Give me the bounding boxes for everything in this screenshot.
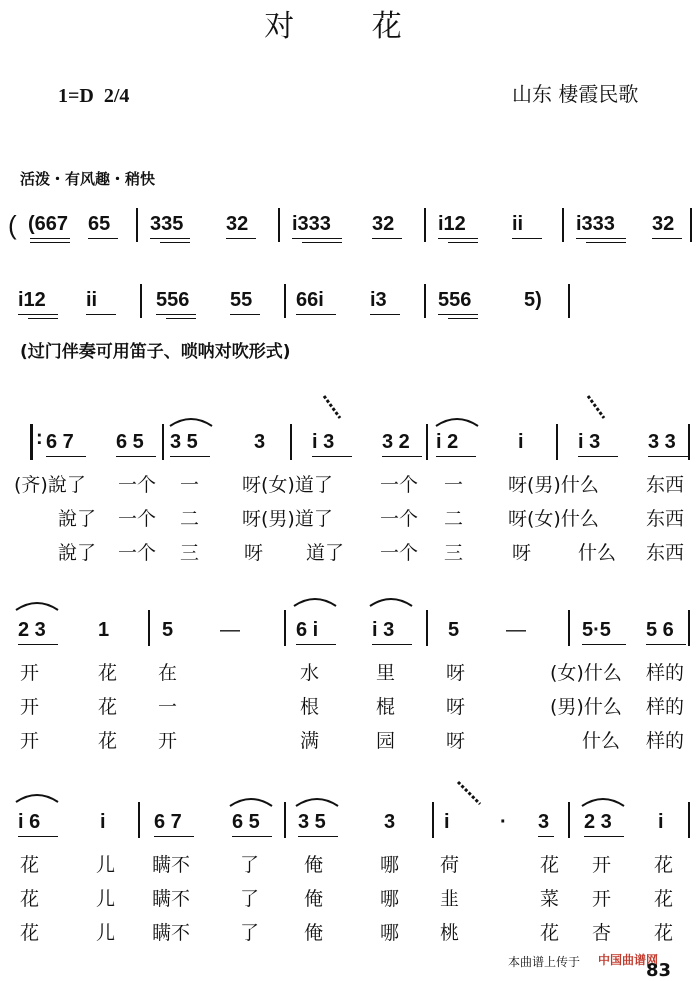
slur-mark	[14, 598, 60, 612]
bar-line	[136, 208, 138, 242]
measure-note: 3 3	[648, 431, 676, 453]
lyric: 說了	[58, 508, 97, 530]
lyric: 在	[158, 662, 178, 684]
lyric: 花	[20, 922, 40, 944]
measure-note: i	[100, 811, 106, 833]
beam-line	[448, 318, 478, 319]
lyric: 呀(男)道了	[242, 508, 333, 530]
measure-note: 5	[162, 619, 174, 641]
beam-line	[30, 242, 70, 243]
glissando-mark	[586, 394, 606, 420]
lyric: 里	[376, 662, 396, 684]
beam-line	[226, 238, 256, 239]
lyric: 一	[444, 474, 464, 496]
measure-note: 6 5	[116, 431, 144, 453]
lyric: 一个	[118, 508, 157, 530]
measure-note: (667	[28, 213, 69, 235]
measure-note: 5	[448, 619, 460, 641]
lyric: 水	[300, 662, 320, 684]
lyric: 杏	[592, 922, 612, 944]
lyric: 花	[654, 888, 674, 910]
lyric: 二	[444, 508, 464, 530]
key-signature: 1=D 2/4	[58, 85, 130, 107]
lyric: 呀(男)什么	[508, 474, 599, 496]
lyric: 俺	[304, 854, 324, 876]
lyric: 样的	[646, 662, 685, 684]
lyric: (男)什么	[550, 696, 622, 718]
measure-note: i 3	[578, 431, 601, 453]
lyric: (女)什么	[550, 662, 622, 684]
lyric: 根	[300, 696, 320, 718]
lyric: 一个	[380, 508, 419, 530]
measure-note: 32	[226, 213, 249, 235]
bar-line	[278, 208, 280, 242]
beam-line	[538, 836, 554, 837]
lyric: 一	[158, 696, 178, 718]
measure-note: i333	[292, 213, 331, 235]
lyric: 呀	[244, 542, 264, 564]
bar-line	[688, 424, 690, 460]
lyric: 韭	[440, 888, 460, 910]
dot-mark: ·	[500, 811, 507, 833]
beam-line	[86, 314, 116, 315]
lyric: 什么	[582, 730, 621, 752]
beam-line	[230, 314, 260, 315]
measure-note: 6 i	[296, 619, 319, 641]
beam-line	[584, 836, 624, 837]
measure-note: 3	[538, 811, 550, 833]
measure-note: 3	[254, 431, 266, 453]
beam-line	[652, 238, 682, 239]
lyric: (齐)說了	[14, 474, 86, 496]
lyric: 东西	[646, 508, 685, 530]
bar-line	[568, 802, 570, 838]
measure-note: 2 3	[584, 811, 612, 833]
measure-note: 2 3	[18, 619, 46, 641]
lyric: 花	[98, 662, 118, 684]
beam-line	[370, 314, 400, 315]
measure-note: 65	[88, 213, 111, 235]
lyric: 样的	[646, 730, 685, 752]
glissando-mark	[322, 394, 342, 420]
bar-line	[284, 802, 286, 838]
measure-note: i	[444, 811, 450, 833]
measure-note: i 6	[18, 811, 41, 833]
beam-line	[18, 314, 58, 315]
lyric: 呀	[512, 542, 532, 564]
beam-line	[18, 836, 58, 837]
measure-note: 3 5	[298, 811, 326, 833]
measure-note: i333	[576, 213, 615, 235]
lyric: 花	[98, 730, 118, 752]
tempo-marking: 活泼・有风趣・稍快	[20, 170, 156, 188]
bar-line	[284, 284, 286, 318]
repeat-dots: :	[36, 427, 43, 449]
lyric: 荷	[440, 854, 460, 876]
lyric: 瞒不	[152, 888, 191, 910]
lyric: 一个	[380, 542, 419, 564]
lyric: 呀	[446, 730, 466, 752]
beam-line	[88, 238, 118, 239]
beam-line	[18, 644, 58, 645]
lyric: 开	[158, 730, 178, 752]
beam-line	[648, 456, 688, 457]
lyric: 一个	[118, 542, 157, 564]
footer-text: 本曲谱上传于	[508, 955, 581, 969]
beam-line	[30, 238, 70, 239]
lyric: 道了	[306, 542, 345, 564]
measure-note: 6 7	[154, 811, 182, 833]
lyric: 了	[240, 854, 260, 876]
time-signature: 2/4	[103, 85, 130, 107]
lyric: 呀	[446, 696, 466, 718]
lyric: 棍	[376, 696, 396, 718]
lyric: 开	[592, 888, 612, 910]
lyric: 三	[444, 542, 464, 564]
lyric: 花	[98, 696, 118, 718]
bar-line	[424, 284, 426, 318]
bar-line	[140, 284, 142, 318]
beam-line	[436, 456, 476, 457]
bar-line	[688, 802, 690, 838]
lyric: 俺	[304, 888, 324, 910]
lyric: 花	[654, 922, 674, 944]
lyric: 哪	[380, 854, 400, 876]
lyric: 瞒不	[152, 922, 191, 944]
bar-line	[290, 424, 292, 460]
measure-note: 556	[156, 289, 190, 311]
lyric: 二	[180, 508, 200, 530]
footer-brand[interactable]: 中国曲谱网	[598, 953, 659, 967]
beam-line	[170, 456, 210, 457]
measure-note: i12	[18, 289, 46, 311]
measure-note: 5)	[524, 289, 542, 311]
bar-line	[688, 610, 690, 646]
beam-line	[166, 318, 196, 319]
bar-line	[562, 208, 564, 242]
lyric: 花	[540, 922, 560, 944]
bar-line	[568, 610, 570, 646]
measure-note: 3 5	[170, 431, 198, 453]
measure-note: i12	[438, 213, 466, 235]
bar-line	[424, 208, 426, 242]
lyric: 满	[300, 730, 320, 752]
lyric: 儿	[96, 854, 116, 876]
song-source: 山东 棲霞民歌	[512, 82, 639, 106]
bar-line	[426, 424, 428, 460]
beam-line	[512, 238, 542, 239]
measure-note: i 3	[372, 619, 395, 641]
sustain-dash: —	[220, 619, 240, 641]
beam-line	[582, 644, 626, 645]
lyric: 哪	[380, 922, 400, 944]
lyric: 开	[592, 854, 612, 876]
beam-line	[312, 456, 352, 457]
beam-line	[28, 318, 58, 319]
beam-line	[578, 456, 618, 457]
lyric: 一个	[118, 474, 157, 496]
measure-note: ii	[512, 213, 524, 235]
measure-note: 5·5	[582, 619, 611, 641]
measure-note: 3	[384, 811, 396, 833]
bar-line	[568, 284, 570, 318]
lyric: 什么	[578, 542, 617, 564]
beam-line	[116, 456, 156, 457]
measure-note: 66i	[296, 289, 324, 311]
measure-note: i	[658, 811, 664, 833]
beam-line	[232, 836, 272, 837]
bar-line	[426, 610, 428, 646]
measure-note: 32	[372, 213, 395, 235]
slur-mark	[228, 794, 274, 808]
bar-line	[284, 610, 286, 646]
beam-line	[302, 242, 342, 243]
measure-note: 335	[150, 213, 184, 235]
lyric: 桃	[440, 922, 460, 944]
page-number: 83	[646, 960, 672, 981]
bar-line	[432, 802, 434, 838]
beam-line	[438, 238, 478, 239]
beam-line	[160, 242, 190, 243]
lyric: 儿	[96, 922, 116, 944]
beam-line	[382, 456, 422, 457]
lyric: 呀(女)什么	[508, 508, 599, 530]
measure-note: 3 2	[382, 431, 410, 453]
slur-mark	[168, 414, 214, 428]
measure-note: 6 7	[46, 431, 74, 453]
lyric: 菜	[540, 888, 560, 910]
measure-note: 5 6	[646, 619, 674, 641]
beam-line	[586, 242, 626, 243]
accompaniment-note: (过门伴奏可用笛子、唢呐对吹形式)	[20, 342, 291, 362]
beam-line	[438, 314, 478, 315]
bar-line	[138, 802, 140, 838]
measure-note: 556	[438, 289, 472, 311]
measure-note: 1	[98, 619, 110, 641]
beam-line	[150, 238, 190, 239]
lyric: 三	[180, 542, 200, 564]
lyric: 花	[654, 854, 674, 876]
beam-line	[448, 242, 478, 243]
beam-line	[154, 836, 194, 837]
lyric: 說了	[58, 542, 97, 564]
lyric: 花	[20, 854, 40, 876]
bar-line	[690, 208, 692, 242]
lyric: 开	[20, 696, 40, 718]
beam-line	[296, 314, 336, 315]
measure-note: i3	[370, 289, 387, 311]
measure-note: i 2	[436, 431, 459, 453]
lyric: 俺	[304, 922, 324, 944]
lyric: 了	[240, 922, 260, 944]
beam-line	[46, 456, 86, 457]
lyric: 一	[180, 474, 200, 496]
lyric: 东西	[646, 542, 685, 564]
lyric: 园	[376, 730, 396, 752]
lyric: 呀	[446, 662, 466, 684]
measure-note: 6 5	[232, 811, 260, 833]
open-paren-glyph: (	[8, 210, 17, 240]
lyric: 儿	[96, 888, 116, 910]
measure-note: ii	[86, 289, 98, 311]
lyric: 样的	[646, 696, 685, 718]
lyric: 哪	[380, 888, 400, 910]
lyric: 开	[20, 662, 40, 684]
lyric: 呀(女)道了	[242, 474, 333, 496]
lyric: 东西	[646, 474, 685, 496]
beam-line	[576, 238, 626, 239]
lyric: 一个	[380, 474, 419, 496]
lyric: 花	[540, 854, 560, 876]
glissando-mark	[456, 780, 482, 806]
beam-line	[646, 644, 686, 645]
lyric: 了	[240, 888, 260, 910]
sustain-dash: —	[506, 619, 526, 641]
beam-line	[292, 238, 342, 239]
song-title: 对 花	[264, 9, 436, 44]
beam-line	[296, 644, 336, 645]
slur-mark	[434, 414, 480, 428]
slur-mark	[580, 794, 626, 808]
slur-mark	[294, 794, 340, 808]
lyric: 瞒不	[152, 854, 191, 876]
lyric: 花	[20, 888, 40, 910]
repeat-bar	[30, 424, 33, 460]
slur-mark	[292, 594, 338, 608]
measure-note: 32	[652, 213, 675, 235]
slur-mark	[14, 790, 60, 804]
beam-line	[298, 836, 338, 837]
bar-line	[162, 424, 164, 460]
lyric: 开	[20, 730, 40, 752]
bar-line	[148, 610, 150, 646]
beam-line	[372, 238, 402, 239]
measure-note: i 3	[312, 431, 335, 453]
measure-note: i	[518, 431, 524, 453]
beam-line	[372, 644, 412, 645]
slur-mark	[368, 594, 414, 608]
beam-line	[156, 314, 196, 315]
measure-note: 55	[230, 289, 253, 311]
bar-line	[556, 424, 558, 460]
